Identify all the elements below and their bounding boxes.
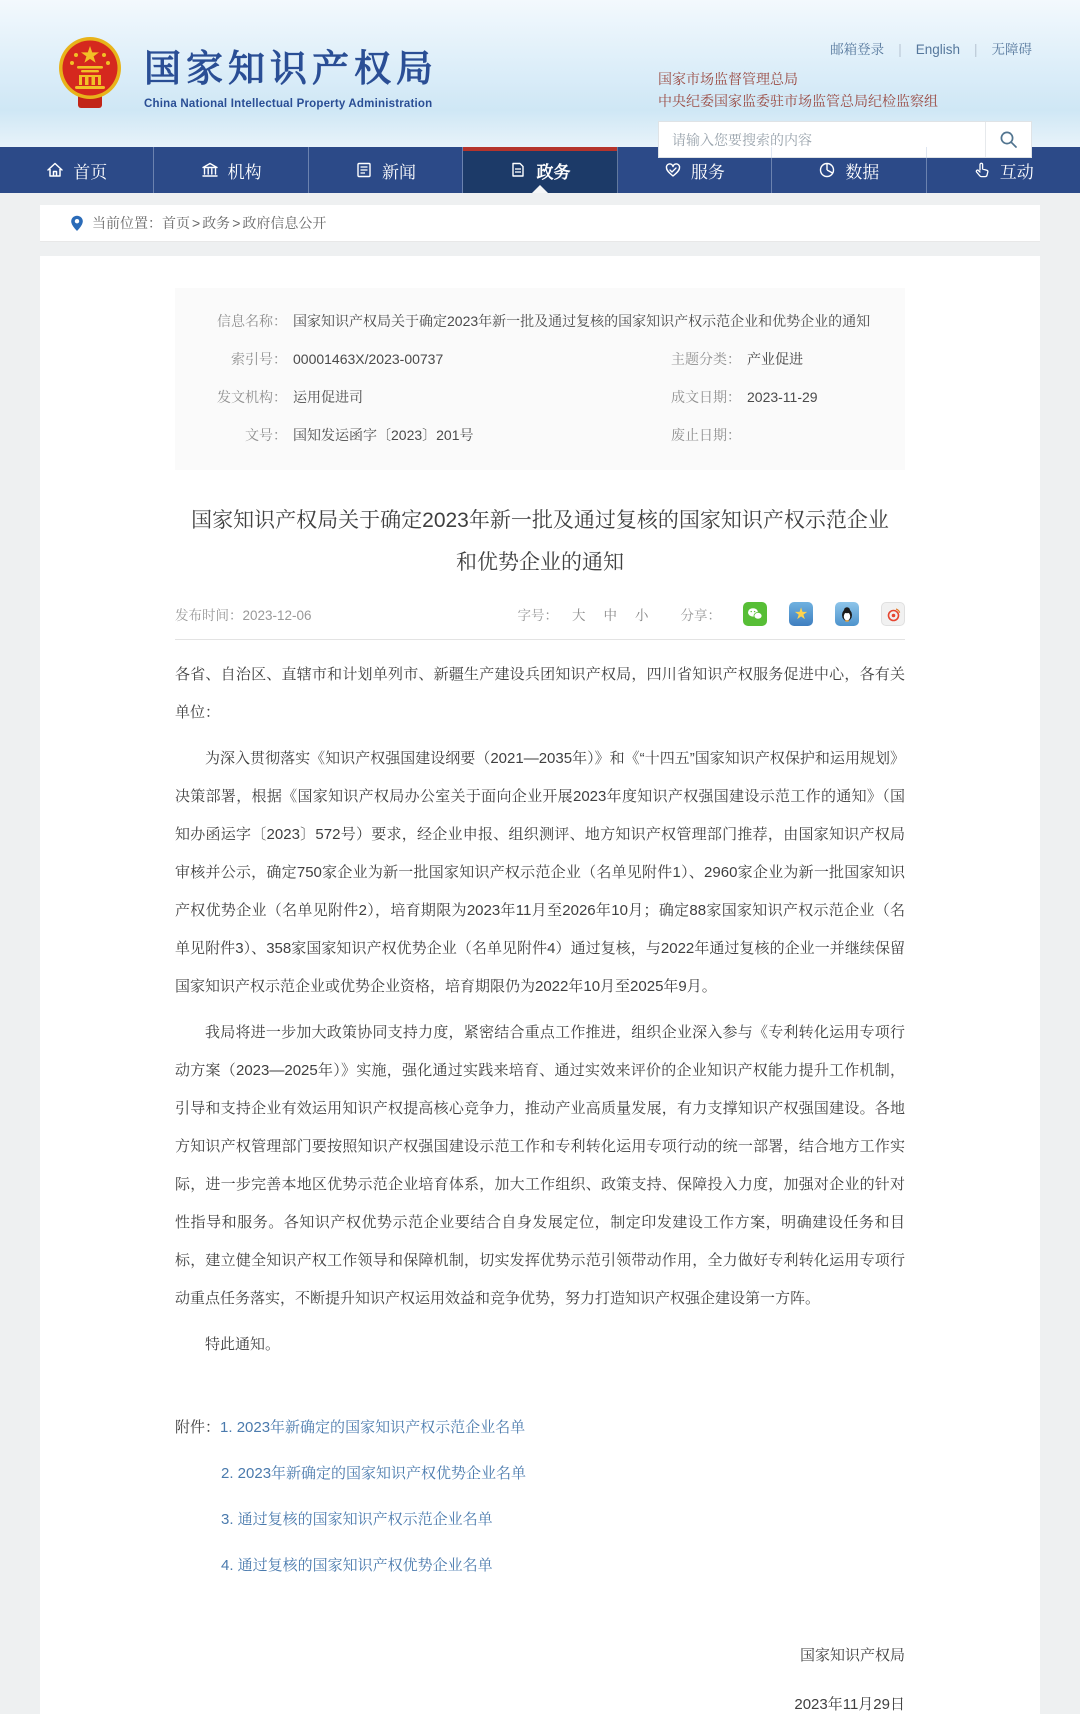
header-right: [658, 38, 1032, 158]
info-row-name: [175, 302, 905, 340]
meta-right: [518, 602, 906, 626]
info-label: 废止日期：: [671, 427, 741, 443]
info-value-index-number: 00001463X/2023-00737: [293, 351, 444, 367]
info-label: 索引号：: [231, 351, 287, 367]
nav-tab-government-affairs[interactable]: [463, 147, 617, 193]
paragraph-2: 我局将进一步加大政策协同支持力度，紧密结合重点工作推进，组织企业深入参与《专利转化运用专项行动方案（2023—2025年）》实施，强化通过实践来培育、通过实效来评价的企业知识产权能力提升工作机制，引导和支持企业有效运用知识产权提高核心竞争力，推动产业高质量发展，有力支撑知识产权强国建设。各地方知识产权管理部门要按照知识产权强国建设示范工作和专利转化运用专项行动的统一部署，结合地方工作实际，进一步完善本地区优势示范企业培育体系，加大工作组织、政策支持、保障投入力度，加强对企业的针对性指导和服务。各知识产权优势示范企业要结合自身发展定位，制定印发建设工作方案，明确建设任务和目标，建立健全知识产权工作领导和保障机制，切实发挥优势示范引领带动作用，全力做好专利转化运用专项行动重点任务落实，不断提升知识产权运用效益和竞争优势，努力打造知识产权强企建设第一方阵。: [175, 1024, 905, 1307]
info-value-name: 国家知识产权局关于确定2023年新一批及通过复核的国家知识产权示范企业和优势企业的通知: [293, 313, 871, 329]
divider: |: [898, 42, 902, 57]
pie-chart-icon: [818, 161, 836, 179]
related-links: [658, 68, 1032, 112]
info-label: 文号：: [245, 427, 287, 443]
breadcrumb-separator: >: [192, 215, 201, 231]
fontsize-label: 字号：: [517, 608, 558, 623]
paragraph-salutation: 各省、自治区、直辖市和计划单列市、新疆生产建设兵团知识产权局，四川省知识产权服务促进中心，各有关单位：: [175, 666, 905, 721]
breadcrumb-link-home[interactable]: 首页: [162, 215, 190, 231]
info-value-issuing-agency: 运用促进司: [293, 389, 363, 405]
location-pin-icon: [70, 215, 84, 232]
attachment-link-4[interactable]: 4. 通过复核的国家知识产权优势企业名单: [221, 1557, 493, 1574]
related-link-discipline-inspection[interactable]: 中央纪委国家监委驻市场监管总局纪检监察组: [658, 93, 938, 109]
info-value-doc-number: 国知发运函字〔2023〕201号: [293, 427, 474, 443]
signature-block: [175, 1644, 905, 1714]
fontsize-large-button[interactable]: 大: [572, 608, 586, 623]
attachment-row: [175, 1454, 905, 1494]
nav-tab-services[interactable]: [618, 147, 772, 193]
site-title: 国家知识产权局: [144, 48, 438, 89]
nav-tab-data[interactable]: [772, 147, 926, 193]
attachments: [175, 1408, 905, 1586]
info-row-issuer: [175, 378, 905, 416]
attachment-link-2[interactable]: 2. 2023年新确定的国家知识产权优势企业名单: [221, 1465, 527, 1482]
english-link[interactable]: English: [915, 42, 960, 57]
signature-name: 国家知识产权局: [799, 1647, 905, 1664]
attachment-link-3[interactable]: 3. 通过复核的国家知识产权示范企业名单: [221, 1511, 493, 1528]
site-header: [0, 0, 1080, 147]
info-label: 主题分类：: [671, 351, 741, 367]
publish-time: [175, 604, 312, 624]
info-label: 发文机构：: [217, 389, 287, 405]
nav-tab-label: 首页: [73, 162, 108, 182]
main-nav: [0, 147, 1080, 193]
gov-doc-icon: [509, 161, 527, 179]
nav-tab-news[interactable]: [309, 147, 463, 193]
site-title-block: [144, 38, 438, 110]
news-icon: [355, 161, 373, 179]
content-card: [40, 256, 1040, 1714]
nav-tab-label: 数据: [845, 162, 880, 182]
divider: |: [973, 42, 978, 57]
breadcrumb-path: [162, 213, 326, 233]
nav-tab-institutions[interactable]: [154, 147, 308, 193]
info-row-index: [175, 340, 905, 378]
nav-tab-interaction[interactable]: [927, 147, 1080, 193]
breadcrumb-label: 当前位置：: [92, 215, 162, 231]
heart-service-icon: [664, 161, 682, 179]
attachments-label: 附件：: [175, 1419, 221, 1436]
article-body: [175, 656, 905, 1364]
mail-login-link[interactable]: 邮箱登录: [830, 42, 885, 57]
site-title-en: China National Intellectual Property Administration: [144, 98, 433, 110]
breadcrumb-link-info-disclosure[interactable]: 政府信息公开: [242, 215, 327, 231]
publish-time-label: 发布时间：: [175, 608, 243, 623]
nav-tab-home[interactable]: [0, 147, 154, 193]
nav-tab-label: 机构: [227, 162, 262, 182]
national-emblem-icon: [52, 34, 128, 114]
attachment-row: [175, 1546, 905, 1586]
top-links: [658, 38, 1032, 58]
related-link-samr[interactable]: 国家市场监督管理总局: [658, 71, 798, 87]
breadcrumb-separator: >: [232, 215, 241, 231]
home-icon: [46, 161, 64, 179]
share-label: 分享：: [680, 608, 721, 623]
bank-icon: [201, 161, 219, 179]
info-value-issue-date: 2023-11-29: [747, 389, 818, 405]
info-label: 信息名称：: [217, 313, 287, 329]
qzone-share-icon[interactable]: ★: [789, 602, 813, 626]
site-logo[interactable]: [52, 34, 438, 114]
article-meta-row: [175, 602, 905, 640]
publish-date: 2023-12-06: [242, 608, 312, 623]
info-value-topic-category: 产业促进: [747, 351, 803, 367]
fontsize-small-button[interactable]: 小: [635, 608, 649, 623]
nav-tab-label: 互动: [999, 162, 1034, 182]
hand-pointer-icon: [973, 161, 991, 179]
info-row-doc-number: [175, 416, 905, 454]
accessibility-link[interactable]: 无障碍: [991, 42, 1032, 57]
nav-tab-label: 服务: [690, 162, 725, 182]
weibo-share-icon[interactable]: [881, 602, 905, 626]
qq-share-icon[interactable]: [835, 602, 859, 626]
page-title: [150, 500, 930, 584]
wechat-share-icon[interactable]: [743, 602, 767, 626]
info-panel: [175, 288, 905, 470]
paragraph-1: 为深入贯彻落实《知识产权强国建设纲要（2021—2035年）》和《“十四五”国家知识产权保护和运用规划》决策部署，根据《国家知识产权局办公室关于面向企业开展2023年度知识产权强国建设示范工作的通知》（国知办函运字〔2023〕572号）要求，经企业申报、组织测评、地方知识产权管理部门推荐，由国家知识产权局审核并公示，确定750家企业为新一批国家知识产权示范企业（名单见附件1）、2960家企业为新一批国家知识产权优势企业（名单见附件2），培育期限为2023年11月至2026年10月；确定88家国家知识产权示范企业（名单见附件3）、358家国家知识产权优势企业（名单见附件4）通过复核，与2022年通过复核的企业一并继续保留国家知识产权示范企业或优势企业资格，培育期限仍为2022年10月至2025年9月。: [175, 750, 905, 995]
doc-title-line2: 和优势企业的通知: [456, 551, 624, 574]
nav-tab-label: 政务: [536, 162, 571, 182]
breadcrumb: [40, 205, 1040, 242]
info-label: 成文日期：: [671, 389, 741, 405]
attachment-row: [175, 1408, 905, 1448]
attachment-row: [175, 1500, 905, 1540]
nav-tab-label: 新闻: [382, 162, 417, 182]
doc-title-line1: 国家知识产权局关于确定2023年新一批及通过复核的国家知识产权示范企业: [191, 509, 889, 532]
attachment-link-1[interactable]: 1. 2023年新确定的国家知识产权示范企业名单: [220, 1419, 526, 1436]
breadcrumb-link-gov[interactable]: 政务: [202, 215, 231, 231]
signature-date: 2023年11月29日: [794, 1696, 905, 1713]
fontsize-medium-button[interactable]: 中: [603, 608, 617, 623]
paragraph-closing: 特此通知。: [205, 1336, 281, 1353]
